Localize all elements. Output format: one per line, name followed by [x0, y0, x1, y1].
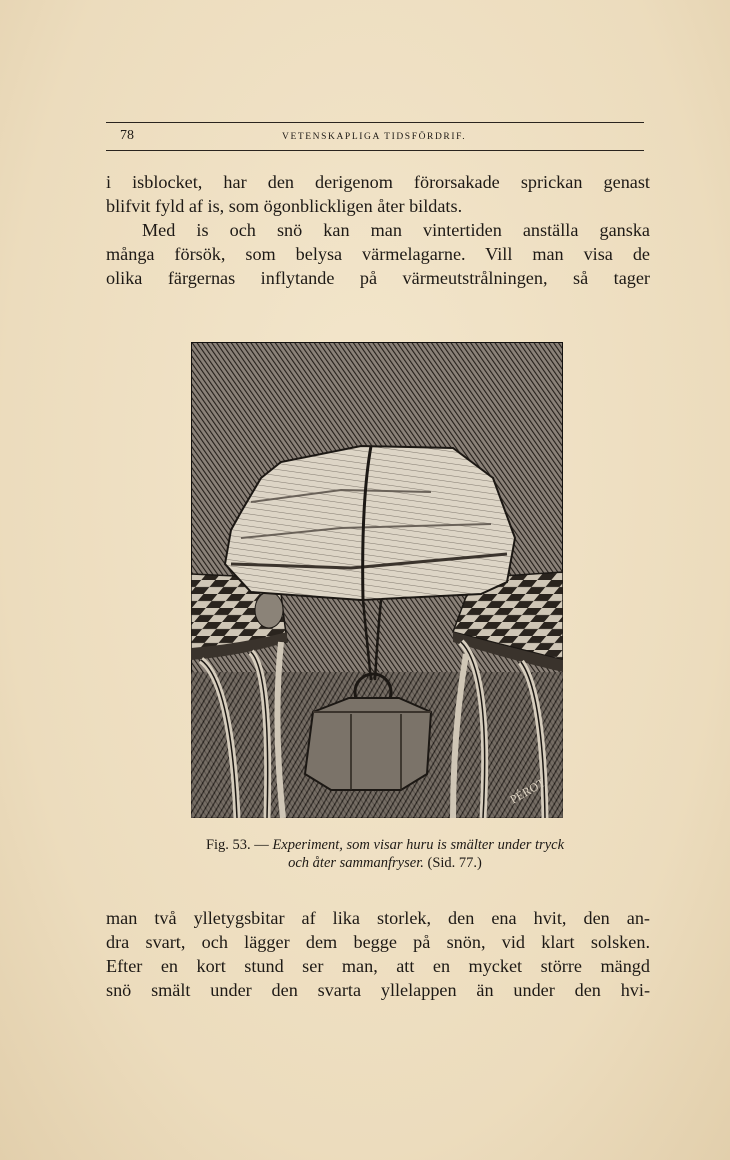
- caption-text-2: och åter sammanfryser.: [288, 855, 424, 871]
- caption-reference: (Sid. 77.): [427, 855, 482, 871]
- text-line: i isblocket, har den derigenom förorsakade sprickan genast: [106, 172, 650, 192]
- figure-caption: [100, 836, 670, 872]
- page-number: 78: [120, 128, 134, 143]
- text-line: Efter en kort stund ser man, att en mycket större mängd: [106, 956, 650, 976]
- text-line: olika färgernas inflytande på värmeutstrålningen, så tager: [106, 268, 650, 288]
- caption-text-1: Experiment, som visar huru is smälter under tryck: [272, 837, 565, 853]
- body-text-top: [106, 170, 650, 290]
- ice-block-illustration: [191, 342, 563, 818]
- text-line: blifvit fyld af is, som ögonblickligen åter bildats.: [106, 196, 463, 216]
- figure-engraving: [191, 342, 563, 818]
- header-rule-top: [106, 122, 644, 123]
- header-rule-bottom: [106, 150, 644, 151]
- text-line: dra svart, och lägger dem begge på snön, vid klart solsken.: [106, 932, 650, 952]
- engraver-signature: PÉROT: [507, 775, 548, 807]
- text-line: man två ylletygsbitar af lika storlek, den ena hvit, den an-: [106, 908, 650, 928]
- body-text-bottom: [106, 906, 650, 1002]
- running-head: VETENSKAPLIGA TIDSFÖRDRIF.: [282, 132, 467, 142]
- caption-label: Fig. 53. —: [205, 837, 269, 853]
- text-line: snö smält under den svarta yllelappen än under den hvi-: [106, 980, 650, 1000]
- text-line: många försök, som belysa värmelagarne. Vill man visa de: [106, 244, 650, 264]
- text-line: Med is och snö kan man vintertiden anställa ganska: [142, 220, 650, 240]
